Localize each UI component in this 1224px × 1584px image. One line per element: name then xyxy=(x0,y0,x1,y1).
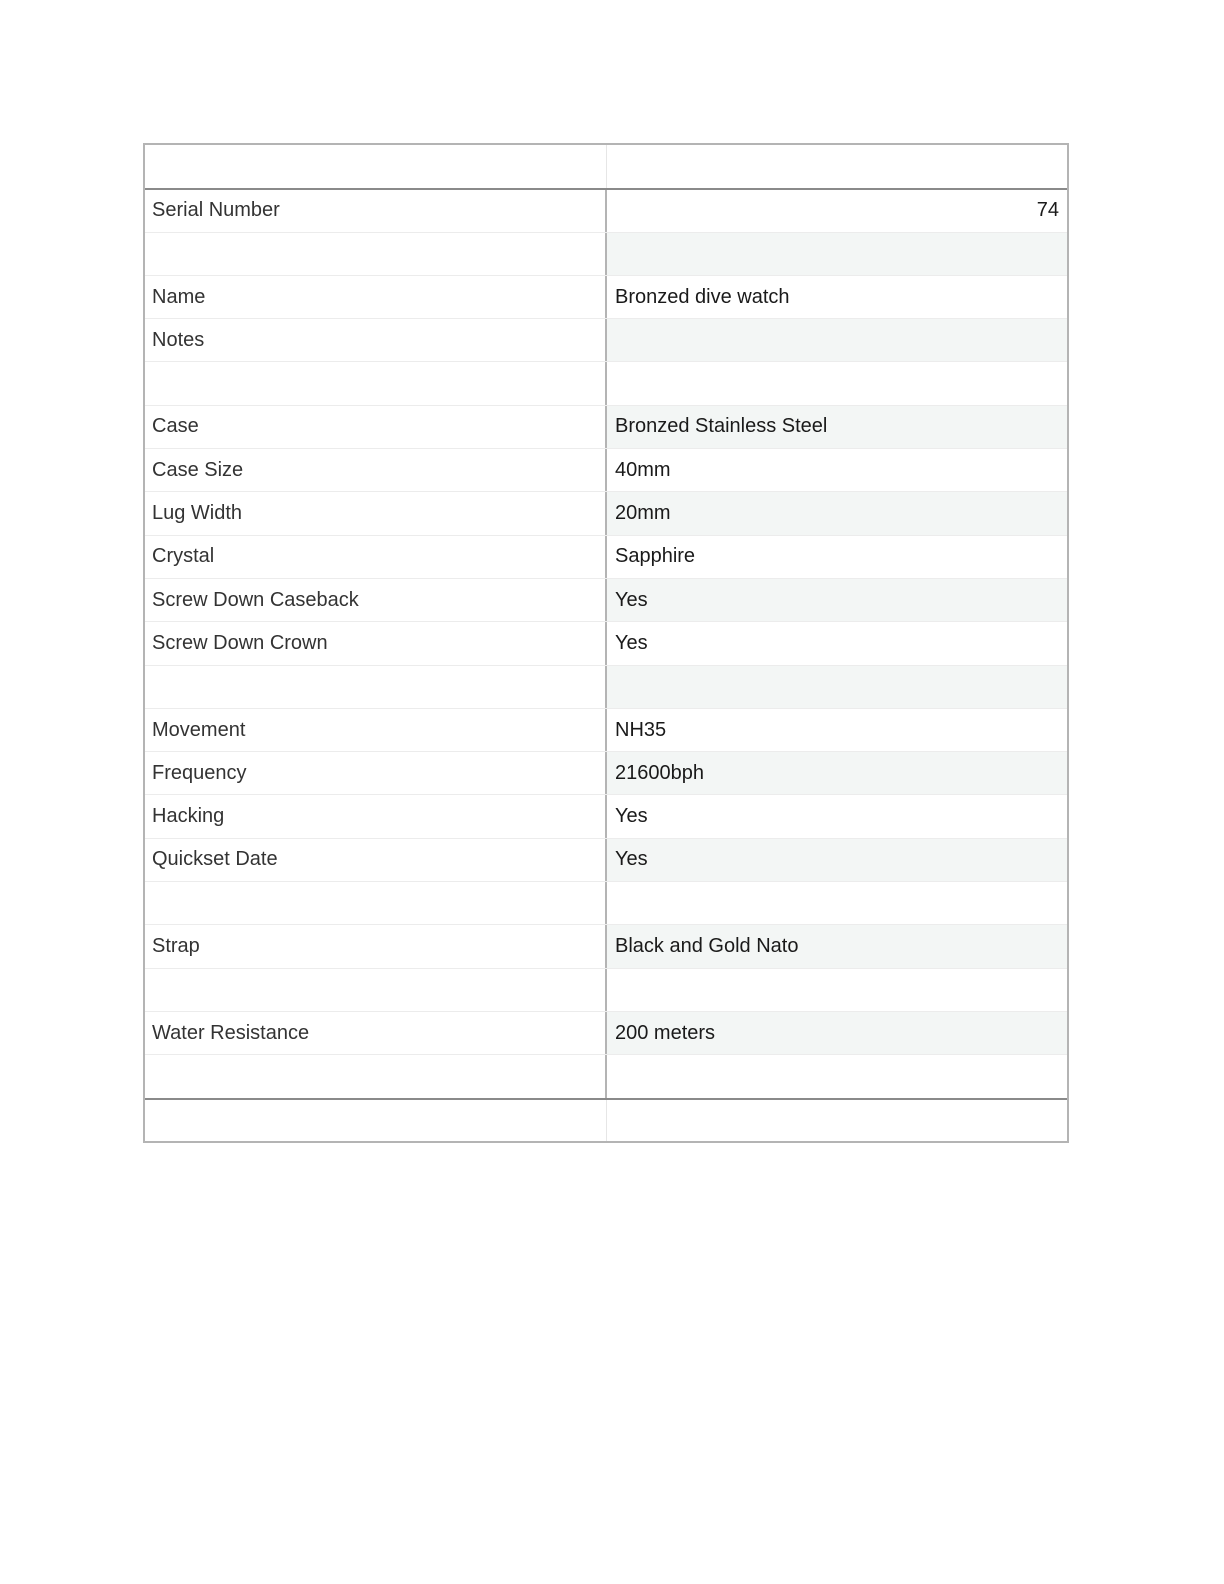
header-label-cell[interactable] xyxy=(145,145,607,188)
spacer-value-cell[interactable] xyxy=(607,969,1067,1011)
table-row-spacer xyxy=(145,361,1067,404)
header-value-cell[interactable] xyxy=(607,145,1067,188)
quickset-date-label[interactable]: Quickset Date xyxy=(145,839,607,881)
table-row-serial-number xyxy=(145,188,1067,231)
name-label[interactable]: Name xyxy=(145,276,607,318)
table-row-case xyxy=(145,405,1067,448)
table-row-spacer xyxy=(145,881,1067,924)
notes-label[interactable]: Notes xyxy=(145,319,607,361)
hacking-value[interactable]: Yes xyxy=(615,805,648,828)
serial-number-value[interactable]: 74 xyxy=(1036,199,1059,222)
spacer-label-cell[interactable] xyxy=(145,362,607,404)
lug-width-label[interactable]: Lug Width xyxy=(145,492,607,534)
name-value[interactable]: Bronzed dive watch xyxy=(615,285,790,308)
case-value[interactable]: Bronzed Stainless Steel xyxy=(607,406,1067,448)
spacer-value-cell[interactable] xyxy=(607,233,1067,275)
spacer-value-cell[interactable] xyxy=(607,666,1067,708)
lug-width-value[interactable]: 20mm xyxy=(607,492,1067,534)
notes-value[interactable] xyxy=(607,319,1067,361)
water-resistance-label[interactable]: Water Resistance xyxy=(145,1012,607,1054)
table-row-movement xyxy=(145,708,1067,751)
table-row-screw-down-caseback xyxy=(145,578,1067,621)
table-row-quickset-date xyxy=(145,838,1067,881)
table-row-spacer xyxy=(145,1054,1067,1097)
case-size-value[interactable]: 40mm xyxy=(615,458,671,481)
table-row-spacer xyxy=(145,232,1067,275)
table-row-notes xyxy=(145,318,1067,361)
screw-down-caseback-label[interactable]: Screw Down Caseback xyxy=(145,579,607,621)
strap-label[interactable]: Strap xyxy=(145,925,607,967)
frequency-value[interactable]: 21600bph xyxy=(607,752,1067,794)
case-size-label[interactable]: Case Size xyxy=(145,449,607,491)
table-row-lug-width xyxy=(145,491,1067,534)
footer-label-cell[interactable] xyxy=(145,1100,607,1141)
quickset-date-value[interactable]: Yes xyxy=(607,839,1067,881)
spacer-value-cell[interactable] xyxy=(607,882,1067,924)
case-label[interactable]: Case xyxy=(145,406,607,448)
table-row-frequency xyxy=(145,751,1067,794)
screw-down-crown-label[interactable]: Screw Down Crown xyxy=(145,622,607,664)
spacer-label-cell[interactable] xyxy=(145,1055,607,1097)
spacer-label-cell[interactable] xyxy=(145,969,607,1011)
table-row-water-resistance xyxy=(145,1011,1067,1054)
table-row-spacer xyxy=(145,968,1067,1011)
spacer-value-cell[interactable] xyxy=(607,1055,1067,1097)
header-row xyxy=(145,145,1067,188)
crystal-value[interactable]: Sapphire xyxy=(615,545,696,568)
serial-number-label[interactable]: Serial Number xyxy=(145,190,607,231)
spacer-label-cell[interactable] xyxy=(145,666,607,708)
movement-label[interactable]: Movement xyxy=(145,709,607,751)
water-resistance-value[interactable]: 200 meters xyxy=(607,1012,1067,1054)
crystal-label[interactable]: Crystal xyxy=(145,536,607,578)
screw-down-caseback-value[interactable]: Yes xyxy=(607,579,1067,621)
frequency-label[interactable]: Frequency xyxy=(145,752,607,794)
footer-value-cell[interactable] xyxy=(607,1100,1067,1141)
table-row-strap xyxy=(145,924,1067,967)
spacer-label-cell[interactable] xyxy=(145,233,607,275)
spacer-value-cell[interactable] xyxy=(607,362,1067,404)
screw-down-crown-value[interactable]: Yes xyxy=(615,631,648,654)
spacer-label-cell[interactable] xyxy=(145,882,607,924)
movement-value[interactable]: NH35 xyxy=(615,718,667,741)
table-row-screw-down-crown xyxy=(145,621,1067,664)
table-row-name xyxy=(145,275,1067,318)
table-row-crystal xyxy=(145,535,1067,578)
table-row-case-size xyxy=(145,448,1067,491)
watch-spec-table xyxy=(143,143,1069,1143)
table-row-spacer xyxy=(145,665,1067,708)
footer-row xyxy=(145,1098,1067,1141)
strap-value[interactable]: Black and Gold Nato xyxy=(607,925,1067,967)
hacking-label[interactable]: Hacking xyxy=(145,795,607,837)
table-row-hacking xyxy=(145,794,1067,837)
